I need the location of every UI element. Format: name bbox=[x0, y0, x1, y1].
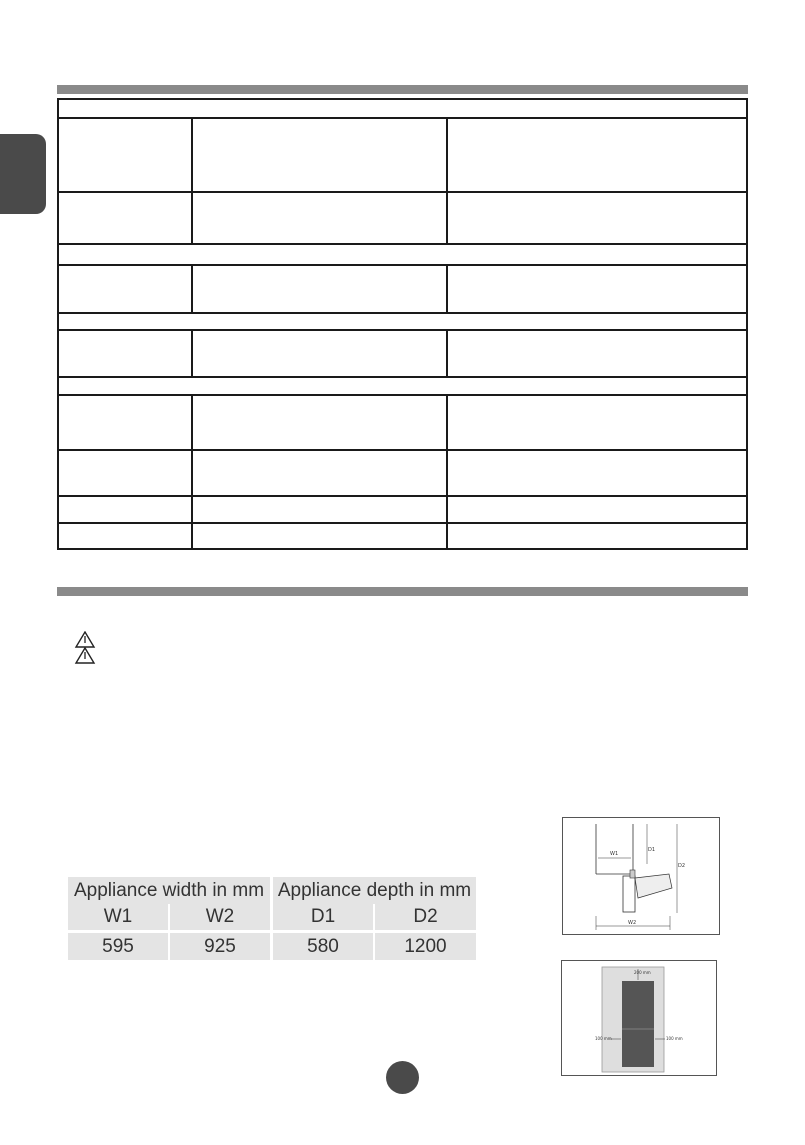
table-row-divider bbox=[57, 117, 748, 119]
column-w1: W1 bbox=[68, 903, 168, 930]
table-row-divider bbox=[57, 191, 748, 193]
table-row-divider bbox=[57, 449, 748, 451]
table-column-divider bbox=[446, 394, 448, 550]
installation-clearance-diagram bbox=[561, 960, 717, 1076]
section-header-bar bbox=[57, 587, 748, 596]
depth-header: Appliance depth in mm bbox=[273, 877, 476, 904]
label-w2: W2 bbox=[628, 920, 637, 926]
value-w1: 595 bbox=[68, 933, 168, 960]
table-row-divider bbox=[57, 376, 748, 378]
label-d1: D1 bbox=[648, 847, 656, 853]
appliance-dimensions-table bbox=[68, 877, 476, 960]
warning-triangle-icon bbox=[74, 631, 96, 665]
table-row-divider bbox=[57, 329, 748, 331]
table-row-divider bbox=[57, 312, 748, 314]
table-row-divider bbox=[57, 243, 748, 245]
value-d1: 580 bbox=[273, 933, 373, 960]
table-column-divider bbox=[191, 264, 193, 313]
specification-table bbox=[57, 98, 748, 550]
side-chapter-tab bbox=[0, 134, 46, 214]
label-w1: W1 bbox=[610, 851, 619, 857]
column-d2: D2 bbox=[375, 903, 476, 930]
table-border-left bbox=[57, 98, 59, 550]
value-w2: 925 bbox=[170, 933, 270, 960]
label-top-clearance: 200 mm bbox=[634, 970, 651, 975]
label-d2: D2 bbox=[678, 863, 686, 869]
door-opening-diagram bbox=[562, 817, 720, 935]
table-row-divider bbox=[57, 495, 748, 497]
table-column-divider bbox=[446, 117, 448, 244]
table-row-divider bbox=[57, 522, 748, 524]
label-left-clearance: 100 mm bbox=[595, 1036, 612, 1041]
table-column-divider bbox=[191, 394, 193, 550]
section-header-bar bbox=[57, 85, 748, 94]
table-border-bottom bbox=[57, 548, 748, 550]
width-header: Appliance width in mm bbox=[68, 877, 270, 904]
value-d2: 1200 bbox=[375, 933, 476, 960]
table-column-divider bbox=[191, 117, 193, 244]
label-right-clearance: 100 mm bbox=[666, 1036, 683, 1041]
table-column-divider bbox=[446, 329, 448, 377]
column-w2: W2 bbox=[170, 903, 270, 930]
column-d1: D1 bbox=[273, 903, 373, 930]
table-row-divider bbox=[57, 394, 748, 396]
page-number-disc bbox=[386, 1061, 419, 1094]
table-row-divider bbox=[57, 264, 748, 266]
table-column-divider bbox=[191, 329, 193, 377]
table-border-right bbox=[746, 98, 748, 550]
table-column-divider bbox=[446, 264, 448, 313]
table-border-top bbox=[57, 98, 748, 100]
